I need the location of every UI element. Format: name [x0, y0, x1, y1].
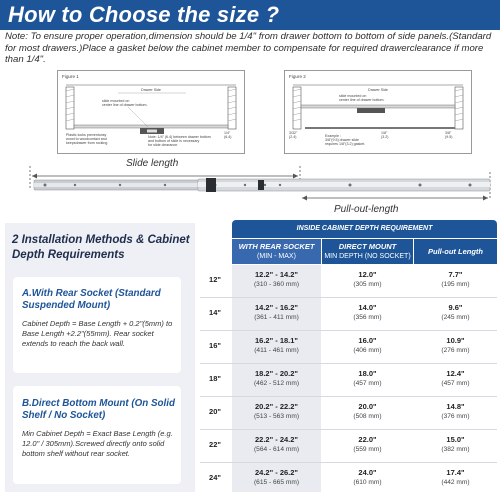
pullout-cell — [414, 336, 497, 354]
note-text: Note: To ensure proper operation,dimension should be 1/4" from drawer bottom to bottom of side panels.(Standard for most drawers.)Place a gasket below the cabinet member to compensate for required drawerclearance if more than 1/4". — [5, 31, 492, 66]
rear-cell — [232, 336, 321, 354]
direct-mm: (305 mm) — [353, 281, 382, 288]
figure-2-title: Figure 2 — [289, 74, 306, 79]
size-cell: 16" — [209, 341, 221, 350]
pullout-mm: (245 mm) — [441, 314, 470, 321]
header-banner — [0, 0, 500, 30]
figure-1-drawer-side: Drawer Side — [141, 88, 161, 92]
direct-cell — [322, 369, 413, 387]
direct-mm: (610 mm) — [353, 479, 382, 486]
pullout-mm: (276 mm) — [441, 347, 470, 354]
table-row — [200, 463, 497, 495]
pullout-cell — [414, 402, 497, 420]
rear-cell — [232, 270, 321, 288]
col-header-direct-sub: MIN DEPTH (NO SOCKET) — [324, 253, 411, 260]
figure-2 — [284, 70, 472, 154]
direct-mm: (559 mm) — [353, 446, 382, 453]
figure-2-slide-note-2: center line of drawer bottom. — [339, 98, 385, 102]
slide-length-label: Slide length — [126, 158, 179, 169]
figure-2-dim-left-1: 3/32" — [289, 131, 298, 135]
col-header-rear-title: WITH REAR SOCKET — [238, 242, 315, 251]
col-header-rear-socket — [232, 239, 321, 264]
cabinet-depth-table — [200, 220, 497, 492]
figure-2-slide-note-1: slide mounted on — [339, 94, 367, 98]
rear-cell — [232, 468, 321, 486]
direct-mm: (406 mm) — [353, 347, 382, 354]
rear-value: 16.2" - 18.1" — [255, 336, 298, 345]
figure-1-diagram — [58, 71, 244, 153]
pullout-mm: (376 mm) — [441, 413, 470, 420]
direct-value: 12.0" — [358, 270, 377, 279]
direct-mm: (457 mm) — [353, 380, 382, 387]
figure-1-plastic-note-2: wood to woodcontact and — [66, 137, 107, 141]
figure-1-slide-note-2: center line of drawer bottom. — [102, 103, 148, 107]
rear-mm: (513 - 563 mm) — [253, 413, 300, 420]
figure-1-plastic-note-1: Plastic locks preventunsy — [66, 133, 107, 137]
rear-value: 22.2" - 24.2" — [255, 435, 298, 444]
method-b-card — [13, 386, 181, 484]
figure-2-example-2: 3/8"(9.5) drawer slide — [325, 138, 360, 142]
pullout-cell — [414, 468, 497, 486]
figure-2-dim-mid-1: 1/8" — [381, 131, 388, 135]
rear-cell — [232, 303, 321, 321]
rear-mm: (411 - 461 mm) — [254, 347, 299, 354]
rear-value: 24.2" - 26.2" — [255, 468, 298, 477]
figure-1-dim-1: 1/4" — [224, 131, 231, 135]
direct-cell — [322, 303, 413, 321]
figure-1-dim-2: (6.4) — [224, 135, 232, 139]
direct-mm: (356 mm) — [353, 314, 382, 321]
pullout-length-label: Pull-out-length — [334, 204, 399, 215]
direct-value: 16.0" — [358, 336, 377, 345]
pullout-value: 7.7" — [448, 270, 463, 279]
rear-value: 20.2" - 22.2" — [255, 402, 298, 411]
direct-mm: (508 mm) — [353, 413, 382, 420]
direct-value: 18.0" — [358, 369, 377, 378]
size-cell: 18" — [209, 374, 221, 383]
method-a-card — [13, 277, 181, 373]
pullout-value: 14.8" — [446, 402, 465, 411]
page-title: How to Choose the size ? — [8, 2, 280, 27]
pullout-mm: (382 mm) — [441, 446, 470, 453]
rear-value: 18.2" - 20.2" — [255, 369, 298, 378]
table-top-header: INSIDE CABINET DEPTH REQUIREMENT — [232, 220, 497, 238]
pullout-value: 12.4" — [446, 369, 465, 378]
figure-2-dim-right-2: (9.5) — [445, 135, 453, 139]
col-header-pullout-title: Pull-out Length — [428, 247, 483, 256]
table-row — [200, 430, 497, 463]
size-cell: 24" — [209, 473, 221, 482]
table-row — [200, 397, 497, 430]
pullout-mm: (442 mm) — [441, 479, 470, 486]
figure-1-slide-note-1: slide mounted on — [102, 99, 130, 103]
direct-value: 24.0" — [358, 468, 377, 477]
figure-2-drawer-side: Drawer Side — [368, 88, 388, 92]
rear-mm: (615 - 665 mm) — [253, 479, 300, 486]
rear-value: 14.2" - 16.2" — [255, 303, 298, 312]
direct-value: 20.0" — [358, 402, 377, 411]
rear-cell — [232, 402, 321, 420]
pullout-value: 17.4" — [446, 468, 465, 477]
method-a-text: Cabinet Depth = Base Length + 0.2"(5mm) to Base Length +2.2"(55mm). Rear socket extends to reach the back wall. — [22, 319, 173, 348]
direct-cell — [322, 402, 413, 420]
rear-cell — [232, 369, 321, 387]
rear-mm: (564 - 614 mm) — [253, 446, 300, 453]
figure-1-bottom-note-1: Note: 1/4" (6.4) between drawer bottom — [148, 135, 211, 139]
rear-cell — [232, 435, 321, 453]
direct-cell — [322, 270, 413, 288]
direct-value: 22.0" — [358, 435, 377, 444]
pullout-cell — [414, 303, 497, 321]
size-cell: 14" — [209, 308, 221, 317]
direct-value: 14.0" — [358, 303, 377, 312]
figure-2-example-3: requires 1/8"(3.2) gasket. — [325, 142, 366, 146]
pullout-cell — [414, 270, 497, 288]
pullout-value: 15.0" — [446, 435, 465, 444]
pullout-mm: (195 mm) — [441, 281, 470, 288]
pullout-cell — [414, 435, 497, 453]
figure-2-dim-mid-2: (3.2) — [381, 135, 389, 139]
rear-mm: (361 - 411 mm) — [254, 314, 299, 321]
figure-1 — [57, 70, 245, 154]
table-row — [200, 364, 497, 397]
methods-title: 2 Installation Methods & Cabinet Depth Requirements — [12, 234, 190, 261]
col-header-rear-sub: (MIN - MAX) — [257, 253, 296, 260]
method-b-text: Min Cabinet Depth = Exact Base Length (e.g. 12.0" / 305mm).Screwed directly onto solid bottom shelf without rear socket. — [22, 429, 173, 458]
figure-1-bottom-note-3: for slide clearance. — [148, 143, 179, 147]
pullout-mm: (457 mm) — [441, 380, 470, 387]
size-cell: 20" — [209, 407, 221, 416]
size-cell: 12" — [209, 275, 221, 284]
pullout-value: 10.9" — [446, 336, 465, 345]
rear-value: 12.2" - 14.2" — [255, 270, 298, 279]
size-cell: 22" — [209, 440, 221, 449]
col-header-pullout — [414, 239, 497, 264]
table-row — [200, 331, 497, 364]
rear-mm: (310 - 360 mm) — [253, 281, 300, 288]
figure-2-dim-right-1: 3/8" — [445, 131, 452, 135]
method-b-title: B.Direct Bottom Mount (On Solid Shelf / No Socket) — [22, 398, 175, 421]
table-row — [200, 298, 497, 331]
figure-2-example-1: Example : — [325, 134, 341, 138]
drawer-slide-illustration — [0, 158, 500, 218]
figure-2-dim-left-2: (2.4) — [289, 135, 297, 139]
direct-cell — [322, 468, 413, 486]
col-header-direct-mount — [322, 239, 413, 264]
figure-1-title: Figure 1 — [62, 74, 79, 79]
method-a-title: A.With Rear Socket (Standard Suspended Mount) — [22, 288, 161, 311]
direct-cell — [322, 336, 413, 354]
pullout-value: 9.6" — [448, 303, 463, 312]
figure-2-diagram — [285, 71, 471, 153]
figure-1-plastic-note-3: keepsdrawer from rocking — [66, 141, 108, 145]
table-row — [200, 265, 497, 298]
figure-1-bottom-note-2: and bottom of slide is necessary — [148, 139, 200, 143]
direct-cell — [322, 435, 413, 453]
pullout-cell — [414, 369, 497, 387]
col-header-direct-title: DIRECT MOUNT — [338, 242, 397, 251]
rear-mm: (462 - 512 mm) — [253, 380, 300, 387]
